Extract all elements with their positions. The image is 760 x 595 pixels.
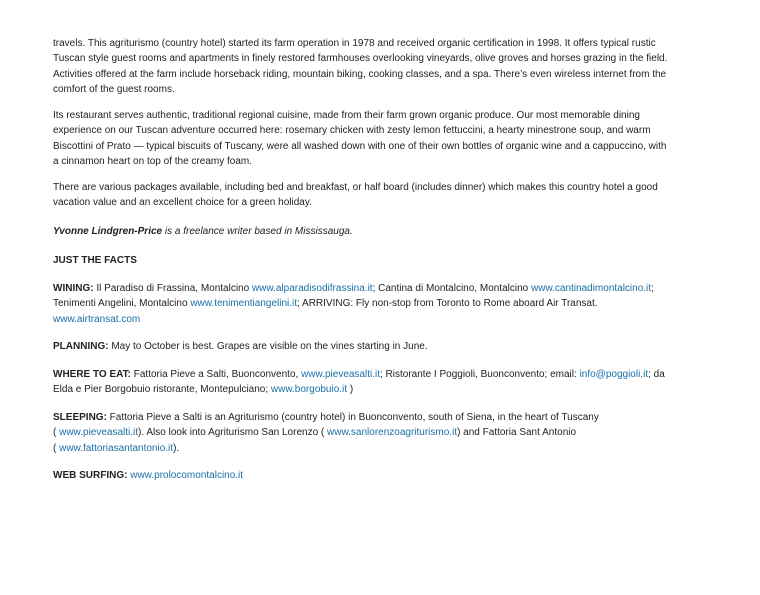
link-prolocomontalcino[interactable]: www.prolocomontalcino.it <box>130 470 244 481</box>
link-cantinadimontalcino[interactable]: www.cantinadimontalcino.it <box>531 283 652 294</box>
sleeping-text: ( <box>53 442 60 454</box>
eat-label: WHERE TO EAT: <box>53 369 131 380</box>
text-line: experience on our Tuscan adventure occurred here: rosemary chicken with zesty lemon fettuccini, a hearty minestrone soup, and warm <box>53 125 651 137</box>
text-line: There are various packages available, including bed and breakfast, or half board (includes dinner) which makes this country hotel a good <box>53 182 658 193</box>
facts-planning <box>53 339 703 354</box>
author-byline <box>53 224 703 239</box>
text-line: Its restaurant serves authentic, traditional regional cuisine, made from their farm grown organic produce. Our most memorable dining <box>53 110 640 121</box>
eat-text: Elda e Pier Borgobuio ristorante, Montepulciano; <box>53 384 271 396</box>
link-pieveasalti-2[interactable]: www.pieveasalti.it <box>59 427 139 439</box>
facts-wining <box>53 281 703 327</box>
planning-label: PLANNING: <box>53 341 109 352</box>
eat-text: ) <box>347 384 354 396</box>
facts-sleeping <box>53 410 703 456</box>
link-fattoriasantantonio[interactable]: www.fattoriasantantonio.it <box>59 442 174 454</box>
sleeping-text: ). Also look into Agriturismo San Lorenzo ( <box>138 427 328 439</box>
facts-where-to-eat <box>53 367 703 398</box>
planning-text: May to October is best. Grapes are visible on the vines starting in June. <box>108 341 428 352</box>
text-line: Activities offered at the farm include horseback riding, mountain biking, cooking classes, and a spa. There’s even wireless internet from the <box>53 68 667 80</box>
wining-text: ; Cantina di Montalcino, Montalcino <box>372 283 531 294</box>
arriving-text: ; ARRIVING: Fly non-stop from Toronto to Rome aboard Air Transat. <box>297 298 598 310</box>
text-line: a cinnamon heart on top of the creamy foam. <box>53 155 252 167</box>
link-email-poggioli[interactable]: info@poggioli.it <box>579 369 649 380</box>
sleeping-text: Fattoria Pieve a Salti is an Agriturismo (country hotel) in Buonconvento, south of Siena, in the heart of Tuscany <box>106 412 599 423</box>
wining-text: ; <box>651 283 654 294</box>
link-pieveasalti[interactable]: www.pieveasalti.it <box>301 369 380 380</box>
text-line: comfort of the guest rooms. <box>53 83 175 95</box>
byline-text: is a freelance writer based in Mississauga. <box>162 226 353 237</box>
wining-text: Il Paradiso di Frassina, Montalcino <box>93 283 252 294</box>
eat-text: Fattoria Pieve a Salti, Buonconvento, <box>130 369 302 380</box>
link-sanlorenzoagriturismo[interactable]: www.sanlorenzoagriturismo.it <box>327 427 458 439</box>
link-borgobuio[interactable]: www.borgobuio.it <box>270 384 348 396</box>
text-line: travels. This agriturismo (country hotel) started its farm operation in 1978 and received organic certification in 1998. It offers typical rustic <box>53 38 656 49</box>
eat-text: ; da <box>648 369 665 380</box>
text-line: Biscottini of Prato — typical biscuits of Tuscany, were all washed down with one of their own bottles of organic wine and a cappuccino, with <box>53 140 667 152</box>
web-label: WEB SURFING: <box>53 470 128 481</box>
author-name: Yvonne Lindgren-Price <box>53 226 163 237</box>
text-line: vacation value and an excellent choice for a green holiday. <box>53 197 312 209</box>
wining-text: Tenimenti Angelini, Montalcino <box>53 298 191 310</box>
link-airtransat[interactable]: www.airtransat.com <box>53 313 141 325</box>
sleeping-label: SLEEPING: <box>53 412 107 423</box>
link-alparadisodifrassina[interactable]: www.alparadisodifrassina.it <box>251 283 373 294</box>
text-line: Tuscan style guest rooms and apartments in finely restored farmhouses overlooking vineyards, olive groves and horses grazing in the field. <box>53 53 668 65</box>
eat-text: ; Ristorante I Poggioli, Buonconvento; email: <box>380 369 580 380</box>
facts-heading: JUST THE FACTS <box>53 255 137 266</box>
link-tenimentiangelini[interactable]: www.tenimentiangelini.it <box>190 298 298 310</box>
sleeping-text: ). <box>173 442 180 454</box>
facts-web-surfing <box>53 468 703 483</box>
sleeping-text: ) and Fattoria Sant Antonio <box>457 427 577 439</box>
paragraph-packages <box>53 180 703 211</box>
sleeping-text: ( <box>53 427 60 439</box>
wining-label: WINING: <box>53 283 94 294</box>
paragraph-farm <box>53 36 703 97</box>
paragraph-restaurant <box>53 108 703 169</box>
